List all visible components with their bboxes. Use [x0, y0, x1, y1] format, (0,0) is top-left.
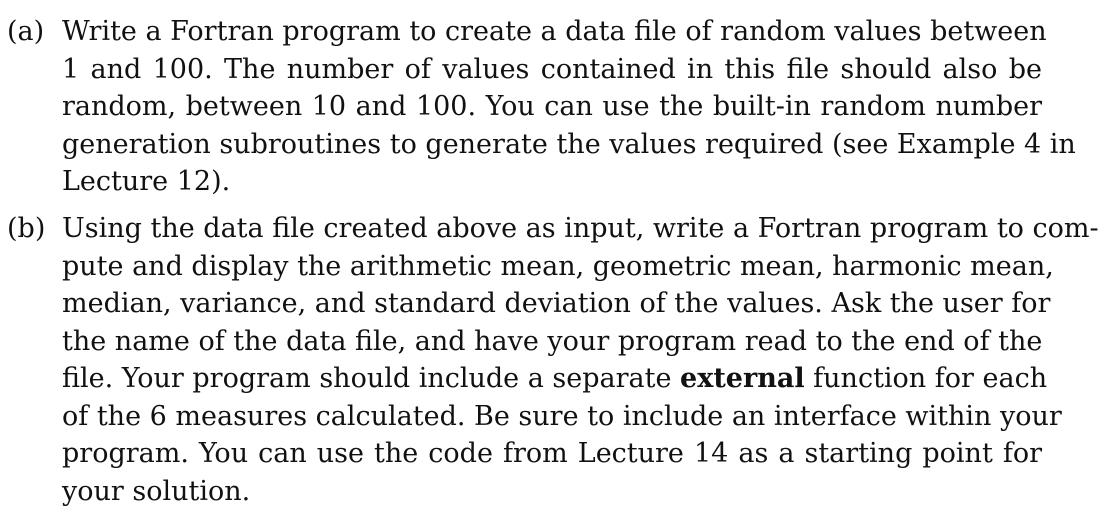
- part-b-text-run: function for each: [804, 363, 1048, 394]
- part-b-line: the name of the data file, and have your program read to the end of the: [62, 325, 1043, 357]
- part-b-line: Using the data file created above as input, write a Fortran program to com-: [62, 213, 1099, 244]
- part-b-text-run: file. Your program should include a separate: [62, 363, 681, 394]
- part-b-line: of the 6 measures calculated. Be sure to include an interface within your: [62, 400, 1062, 432]
- part-a-line: 1 and 100. The number of values contained in this file should also be: [62, 53, 1042, 85]
- external-keyword: external: [680, 363, 805, 394]
- part-a-line: Lecture 12).: [62, 166, 231, 197]
- part-a-line: random, between 10 and 100. You can use the built-in random number: [62, 91, 1042, 122]
- part-b-label: (b): [7, 213, 46, 244]
- part-b-line-with-emphasis: [62, 360, 1048, 398]
- part-a-label: (a): [7, 16, 45, 47]
- part-a-line: Write a Fortran program to create a data file of random values between: [62, 16, 1047, 47]
- part-b-line: median, variance, and standard deviation of the values. Ask the user for: [62, 288, 1051, 319]
- part-b-line: pute and display the arithmetic mean, geometric mean, harmonic mean,: [62, 250, 1054, 282]
- part-b-line: program. You can use the code from Lecture 14 as a starting point for: [62, 438, 1042, 469]
- part-a-line: generation subroutines to generate the values required (see Example 4 in: [62, 128, 1076, 160]
- part-b-line: your solution.: [62, 475, 251, 507]
- part-a-text: [62, 13, 1076, 201]
- part-b-text: [62, 210, 1099, 510]
